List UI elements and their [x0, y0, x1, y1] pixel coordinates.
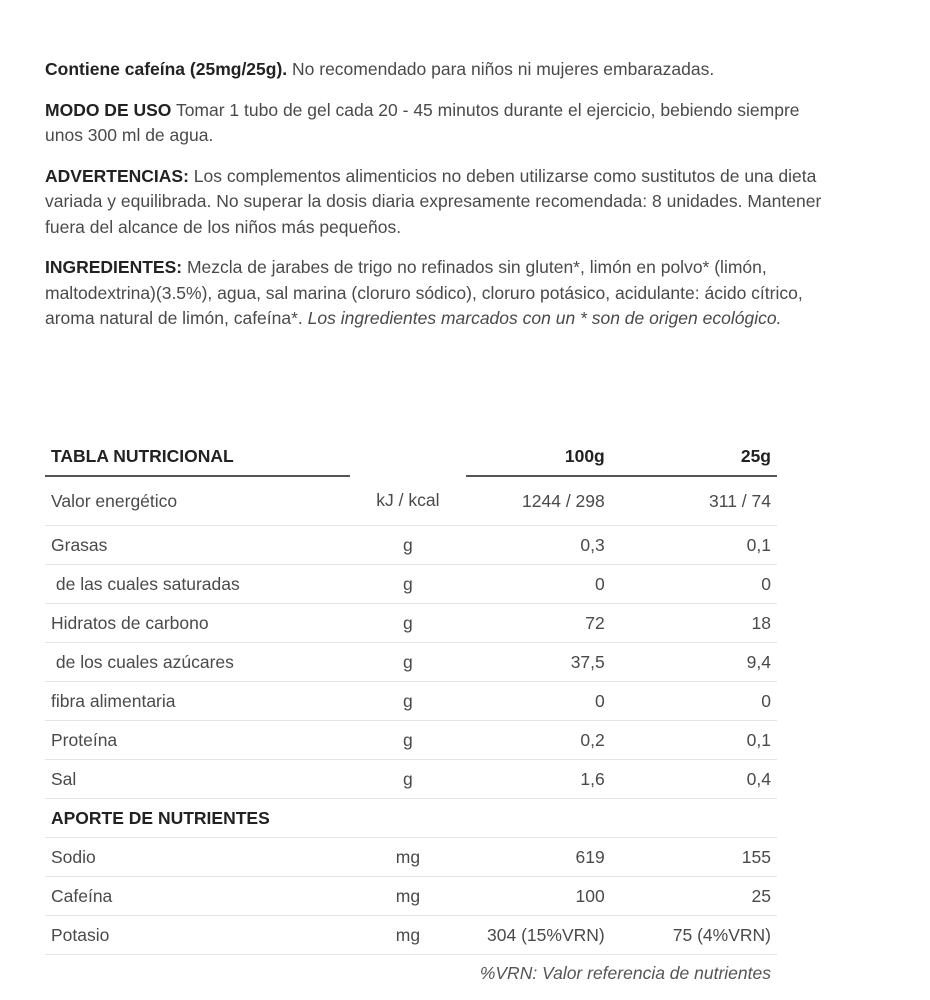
table-header-row [45, 437, 777, 476]
row-value-100g: 304 (15%VRN) [466, 916, 610, 955]
table-row [45, 721, 777, 760]
row-value-100g: 0 [466, 565, 610, 604]
table-row [45, 682, 777, 721]
row-name: fibra alimentaria [45, 682, 350, 721]
row-name: Potasio [45, 916, 350, 955]
table-row [45, 476, 777, 526]
footnote-row [45, 955, 777, 992]
row-name: de las cuales saturadas [45, 565, 350, 604]
row-value-100g: 100 [466, 877, 610, 916]
row-unit: g [350, 565, 467, 604]
row-name: de los cuales azúcares [45, 643, 350, 682]
warnings [45, 164, 825, 241]
row-value-100g: 1,6 [466, 760, 610, 799]
ingredients-text: Mezcla de jarabes de trigo no refinados sin gluten*, limón en polvo* (limón, maltodextrina)(3.5%), agua, sal marina (cloruro sódico), cloruro potásico, acidulante: ácido cítrico, aroma natural de limón, cafeína*. [45, 257, 803, 328]
usage-instructions [45, 98, 825, 149]
row-name: Proteína [45, 721, 350, 760]
row-value-25g: 18 [611, 604, 777, 643]
warnings-label: ADVERTENCIAS: [45, 165, 189, 186]
row-value-25g: 0,1 [611, 721, 777, 760]
row-value-25g: 9,4 [611, 643, 777, 682]
row-value-100g: 0,2 [466, 721, 610, 760]
ingredients-note: Los ingredientes marcados con un * son de origen ecológico. [307, 308, 782, 328]
row-unit: mg [350, 916, 467, 955]
caffeine-text: No recomendado para niños ni mujeres embarazadas. [287, 59, 715, 79]
nutrition-table [45, 437, 777, 991]
table-row [45, 643, 777, 682]
row-value-100g: 0 [466, 682, 610, 721]
row-name: Sodio [45, 838, 350, 877]
caffeine-warning [45, 57, 825, 83]
row-value-25g: 155 [611, 838, 777, 877]
row-value-25g: 0 [611, 565, 777, 604]
usage-text: Tomar 1 tubo de gel cada 20 - 45 minutos durante el ejercicio, bebiendo siempre unos 300 ml de agua. [45, 99, 800, 145]
row-value-100g: 37,5 [466, 643, 610, 682]
row-value-25g: 75 (4%VRN) [611, 916, 777, 955]
caffeine-label: Contiene cafeína (25mg/25g). [45, 59, 288, 79]
row-unit: g [350, 604, 467, 643]
usage-label: MODO DE USO [45, 99, 172, 120]
section-title: APORTE DE NUTRIENTES [45, 799, 777, 838]
table-col-100g: 100g [466, 437, 610, 476]
row-value-25g: 0 [611, 682, 777, 721]
row-unit: g [350, 682, 467, 721]
table-row [45, 526, 777, 565]
table-row [45, 565, 777, 604]
table-col-25g: 25g [611, 437, 777, 476]
product-info [45, 57, 825, 347]
row-value-25g: 311 / 74 [611, 476, 777, 526]
table-row [45, 838, 777, 877]
row-name: Grasas [45, 526, 350, 565]
row-value-25g: 0,1 [611, 526, 777, 565]
table-row [45, 760, 777, 799]
row-unit: g [350, 760, 467, 799]
row-unit: kJ / kcal [350, 476, 467, 526]
table-unit-header [350, 437, 467, 476]
row-unit: g [350, 526, 467, 565]
row-value-25g: 25 [611, 877, 777, 916]
row-name: Hidratos de carbono [45, 604, 350, 643]
row-value-100g: 0,3 [466, 526, 610, 565]
ingredients-label: INGREDIENTES: [45, 257, 183, 277]
row-value-100g: 1244 / 298 [466, 476, 610, 526]
footnote: %VRN: Valor referencia de nutrientes [479, 962, 771, 983]
row-value-100g: 619 [466, 838, 610, 877]
section-header-row [45, 799, 777, 838]
row-unit: mg [350, 838, 467, 877]
row-name: Cafeína [45, 877, 350, 916]
row-value-25g: 0,4 [611, 760, 777, 799]
row-unit: g [350, 721, 467, 760]
row-unit: g [350, 643, 467, 682]
table-row [45, 916, 777, 955]
warnings-text: Los complementos alimenticios no deben utilizarse como sustitutos de una dieta variada y equilibrada. No superar la dosis diaria expresamente recomendada: 8 unidades. Mantener fuera del alcance de los niños más pequeños. [45, 165, 822, 237]
table-row [45, 877, 777, 916]
row-value-100g: 72 [466, 604, 610, 643]
ingredients [45, 255, 825, 332]
table-title: TABLA NUTRICIONAL [45, 437, 350, 476]
table-row [45, 604, 777, 643]
row-unit: mg [350, 877, 467, 916]
row-name: Sal [45, 760, 350, 799]
row-name: Valor energético [45, 476, 350, 526]
